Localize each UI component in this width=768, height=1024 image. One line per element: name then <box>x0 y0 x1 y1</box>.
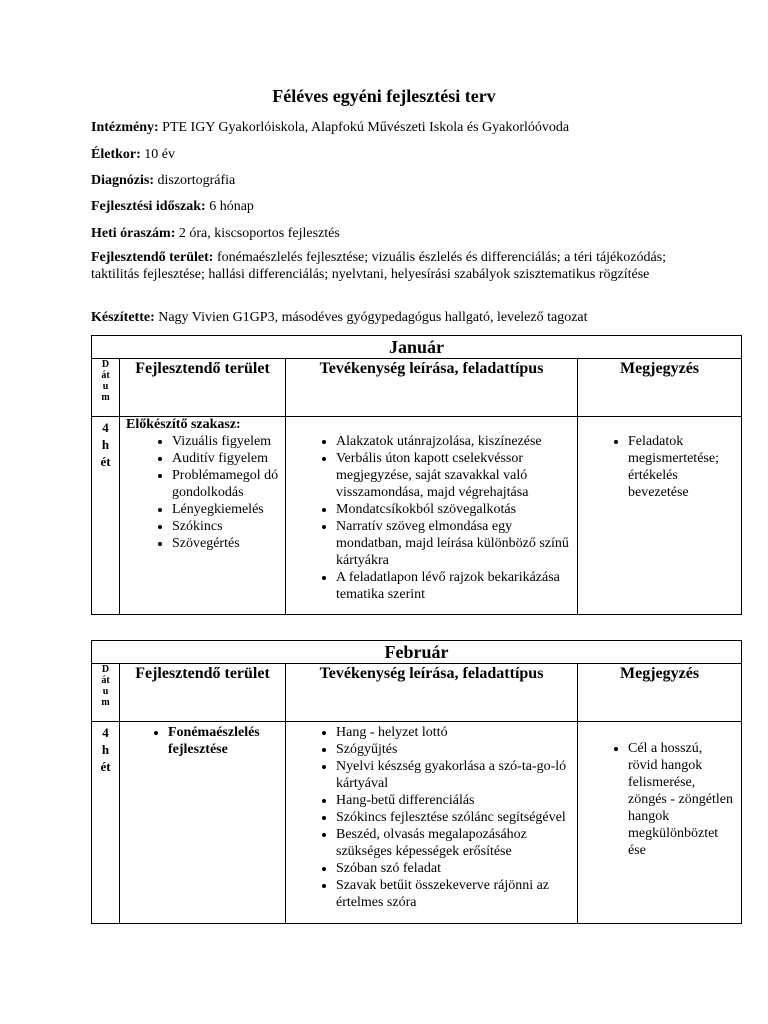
list-item: • Cél a hosszú, rövid hangok felismerése, zöngés - zöngétlen hangok megkülönböztet ése <box>628 740 733 859</box>
list-item: • Feladatok megismertetése; értékelés bevezetése <box>628 433 735 501</box>
list-item: • Fonémaészlelés fejlesztése <box>168 724 285 758</box>
list-item: • Narratív szöveg elmondása egy mondatban, majd leírása különböző színű kártyákra <box>336 518 577 569</box>
note-list <box>578 740 741 859</box>
activity-list <box>286 433 577 603</box>
activity-list <box>286 724 577 911</box>
field-age <box>91 146 691 163</box>
month-title: Január <box>92 336 742 359</box>
field-weekly-hours <box>91 225 691 242</box>
note-header: Megjegyzés <box>578 359 742 417</box>
field-label: Életkor: <box>91 147 141 162</box>
field-value: PTE IGY Gyakorlóiskola, Alapfokú Művészeti Iskola és Gyakorlóóvoda <box>158 120 570 135</box>
area-cell <box>120 417 286 615</box>
field-label: Intézmény: <box>91 120 159 135</box>
date-header: D át u m <box>92 664 120 722</box>
field-diagnosis <box>91 172 691 189</box>
note-cell <box>578 722 742 924</box>
note-cell <box>578 417 742 615</box>
field-value: 6 hónap <box>205 199 254 214</box>
list-item: • Problémamegol dó gondolkodás <box>172 467 285 501</box>
list-item: • Hang-betű differenciálás <box>336 792 577 809</box>
field-label: Fejlesztési időszak: <box>91 199 206 214</box>
list-item: • Mondatcsíkokból szövegalkotás <box>336 501 577 518</box>
list-item: • Verbális úton kapott cselekvéssor megjegyzése, saját szavakkal való visszamondása, majd végrehajtása <box>336 450 577 501</box>
list-item: • Nyelvi készség gyakorlása a szó-ta-go-ló kártyával <box>336 758 577 792</box>
activity-header: Tevékenység leírása, feladattípus <box>286 359 578 417</box>
list-item: • Vizuális figyelem <box>172 433 285 450</box>
month-title: Február <box>92 641 742 664</box>
field-development-area <box>91 249 681 283</box>
note-header: Megjegyzés <box>578 664 742 722</box>
list-item: • Hang - helyzet lottó <box>336 724 577 741</box>
field-value: diszortográfia <box>154 173 236 188</box>
field-value: 10 év <box>140 147 175 162</box>
list-item: • Szövegértés <box>172 535 285 552</box>
field-institution <box>91 119 691 136</box>
field-value: Nagy Vivien G1GP3, másodéves gyógypedagógus hallgató, levelező tagozat <box>154 310 588 325</box>
stage-label: Előkészítő szakasz: <box>126 417 241 432</box>
note-list <box>578 433 741 501</box>
list-item: • Szóban szó feladat <box>336 860 577 877</box>
area-list <box>120 433 285 552</box>
duration-cell: 4 h ét <box>92 722 120 924</box>
field-label: Heti óraszám: <box>91 226 176 241</box>
list-item: • Szókincs <box>172 518 285 535</box>
month-table-february <box>91 640 742 924</box>
field-label: Készítette: <box>91 310 155 325</box>
activity-header: Tevékenység leírása, feladattípus <box>286 664 578 722</box>
list-item: • Auditív figyelem <box>172 450 285 467</box>
list-item: • Szókincs fejlesztése szólánc segítségével <box>336 809 577 826</box>
area-cell <box>120 722 286 924</box>
list-item: • Alakzatok utánrajzolása, kiszínezése <box>336 433 577 450</box>
field-period <box>91 198 691 215</box>
list-item: • Beszéd, olvasás megalapozásához szükséges képességek erősítése <box>336 826 577 860</box>
area-header: Fejlesztendő terület <box>120 359 286 417</box>
field-value: fonémaészlelés fejlesztése; vizuális észlelés és differenciálás; a téri tájékozódás; taktilitás fejlesztése; hallási differenciálás; nyelvtani, helyesírási szabályok szisztematikus rögzítése <box>91 250 667 282</box>
field-author <box>91 309 711 326</box>
duration-cell: 4 h ét <box>92 417 120 615</box>
list-item: • A feladatlapon lévő rajzok bekarikázása tematika szerint <box>336 569 577 603</box>
activity-cell <box>286 722 578 924</box>
field-value: 2 óra, kiscsoportos fejlesztés <box>175 226 340 241</box>
activity-cell <box>286 417 578 615</box>
field-label: Diagnózis: <box>91 173 154 188</box>
area-header: Fejlesztendő terület <box>120 664 286 722</box>
list-item: • Lényegkiemelés <box>172 501 285 518</box>
area-list <box>120 724 285 758</box>
list-item: • Szógyűjtés <box>336 741 577 758</box>
field-label: Fejlesztendő terület: <box>91 250 214 265</box>
list-item: • Szavak betűit összekeverve rájönni az értelmes szóra <box>336 877 577 911</box>
document-title: Féléves egyéni fejlesztési terv <box>272 86 496 106</box>
date-header: D át u m <box>92 359 120 417</box>
month-table-january <box>91 335 742 615</box>
